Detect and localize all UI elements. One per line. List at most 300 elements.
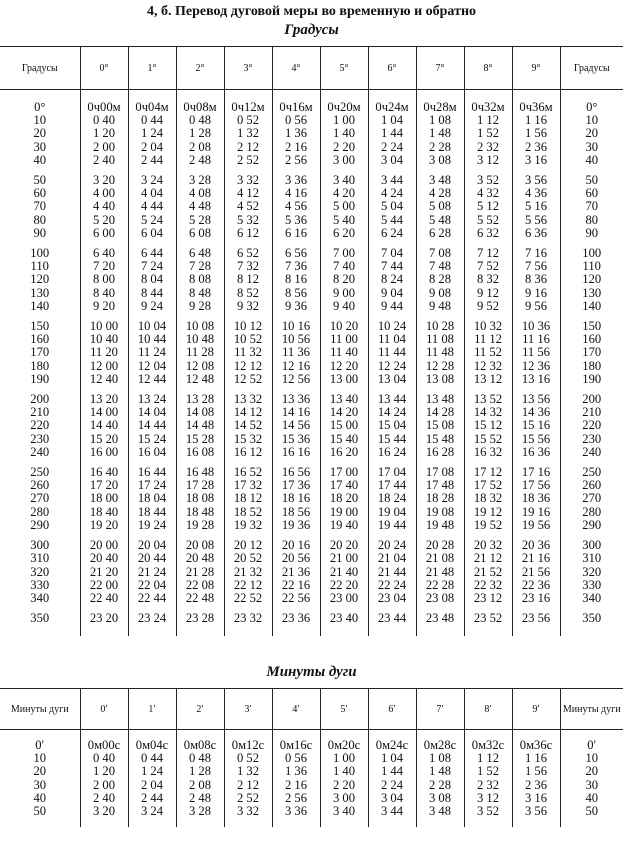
table-cell: 6 04 [128,227,176,240]
row-label-cell: 30 [560,779,623,792]
row-label-cell: 240 [560,446,623,459]
table-cell: 1 56 [512,765,560,778]
table-cell: 15 24 [128,433,176,446]
table-cell: 7 20 [80,260,128,273]
table-cell: 16 48 [176,466,224,479]
table-cell: 14 40 [80,419,128,432]
table-cell: 8 16 [272,273,320,286]
table-cell: 0 44 [128,752,176,765]
table-cell: 12 48 [176,373,224,386]
table-cell: 8 12 [224,273,272,286]
table-cell: 2 12 [224,779,272,792]
row-label-cell: 250 [560,466,623,479]
spacer-row [0,818,623,827]
table-cell: 3 00 [320,154,368,167]
table-cell: 8 48 [176,287,224,300]
row-label-cell: 300 [560,539,623,552]
table-cell: 1 28 [176,127,224,140]
table-cell: 0м20с [320,739,368,752]
table-row [0,519,623,532]
table-cell: 17 00 [320,466,368,479]
table-cell: 18 08 [176,492,224,505]
table-cell: 20 00 [80,539,128,552]
table-cell: 0 56 [272,752,320,765]
table-cell: 19 04 [368,506,416,519]
table-row [0,214,623,227]
row-label-cell: 30 [33,777,47,792]
row-label-cell: 20 [33,126,47,141]
table-cell: 10 20 [320,320,368,333]
row-label-cell: 130 [30,285,50,300]
table-cell: 1 20 [80,765,128,778]
table-cell: 15 04 [368,419,416,432]
table-cell: 5 36 [272,214,320,227]
table-cell: 4 20 [320,187,368,200]
table-row [0,141,623,154]
table-cell: 1 12 [464,752,512,765]
table-header-row [0,47,623,90]
table-cell: 10 52 [224,333,272,346]
table-cell: 10 24 [368,320,416,333]
table-cell: 13 48 [416,393,464,406]
table-cell: 18 36 [512,492,560,505]
table-cell: 12 56 [272,373,320,386]
column-header: 2° [176,47,224,90]
table-cell: 16 08 [176,446,224,459]
table-cell: 18 16 [272,492,320,505]
table-cell: 0 48 [176,752,224,765]
table-cell: 17 44 [368,479,416,492]
table-cell: 3 12 [464,792,512,805]
table-cell: 18 44 [128,506,176,519]
table-cell: 21 16 [512,552,560,565]
table-cell: 17 48 [416,479,464,492]
table-cell: 2 08 [176,779,224,792]
table-cell: 7 44 [368,260,416,273]
table-cell: 9 08 [416,287,464,300]
table-cell: 6 52 [224,247,272,260]
table-cell: 5 16 [512,200,560,213]
table-cell: 4 16 [272,187,320,200]
table-cell: 18 48 [176,506,224,519]
row-label-cell: 190 [30,371,50,386]
table-cell: 12 04 [128,360,176,373]
table-cell: 8 40 [80,287,128,300]
column-header: 8′ [464,689,512,730]
table-cell: 11 28 [176,346,224,359]
row-label-cell: 50 [560,174,623,187]
table-cell: 18 40 [80,506,128,519]
table-cell: 16 52 [224,466,272,479]
table-row [0,360,623,373]
table-cell: 7 12 [464,247,512,260]
table-cell: 9 40 [320,300,368,313]
table-cell: 5 40 [320,214,368,227]
table-cell: 13 08 [416,373,464,386]
table-cell: 15 12 [464,419,512,432]
row-label-cell: 270 [560,492,623,505]
table-cell: 0ч00м [80,101,128,114]
table-cell: 12 12 [224,360,272,373]
table-cell: 13 12 [464,373,512,386]
table-cell: 8 32 [464,273,512,286]
table-cell: 1 12 [464,114,512,127]
table-cell: 2 00 [80,779,128,792]
table-cell: 23 52 [464,612,512,625]
column-header: 9° [512,47,560,90]
table-cell: 17 52 [464,479,512,492]
table-cell: 12 20 [320,360,368,373]
column-header: 7° [416,47,464,90]
table-cell: 13 40 [320,393,368,406]
row-label-cell: 300 [30,538,50,553]
table-cell: 7 28 [176,260,224,273]
table-cell: 19 52 [464,519,512,532]
table-cell: 14 04 [128,406,176,419]
row-label-cell: 20 [33,764,47,779]
row-label-cell: 250 [30,465,50,480]
table-cell: 17 32 [224,479,272,492]
table-cell: 21 28 [176,566,224,579]
table-cell: 6 32 [464,227,512,240]
table-cell: 3 24 [128,174,176,187]
table-row [0,805,623,818]
row-label-cell: 40 [560,154,623,167]
degrees-table [0,46,623,636]
table-cell: 21 40 [320,566,368,579]
table-cell: 4 04 [128,187,176,200]
table-cell: 2 28 [416,779,464,792]
table-cell: 17 16 [512,466,560,479]
table-row [0,765,623,778]
table-cell: 13 28 [176,393,224,406]
table-cell: 9 56 [512,300,560,313]
table-cell: 2 00 [80,141,128,154]
table-row [0,227,623,240]
table-cell: 15 28 [176,433,224,446]
table-cell: 10 16 [272,320,320,333]
table-cell: 3 32 [224,805,272,818]
table-cell: 3 48 [416,174,464,187]
table-cell: 7 16 [512,247,560,260]
table-cell: 14 12 [224,406,272,419]
table-cell: 20 08 [176,539,224,552]
table-cell: 10 36 [512,320,560,333]
table-cell: 7 24 [128,260,176,273]
row-label-cell: 150 [30,319,50,334]
table-cell: 1 24 [128,765,176,778]
table-cell: 23 20 [80,612,128,625]
table-cell: 3 28 [176,805,224,818]
row-label-cell: 330 [560,579,623,592]
table-cell: 8 20 [320,273,368,286]
table-cell: 12 08 [176,360,224,373]
column-header: 8° [464,47,512,90]
table-cell: 19 40 [320,519,368,532]
table-cell: 10 56 [272,333,320,346]
table-cell: 2 04 [128,779,176,792]
row-label-cell: 90 [33,225,47,240]
table-cell: 23 12 [464,592,512,605]
table-cell: 9 00 [320,287,368,300]
row-label-cell: 220 [560,419,623,432]
table-cell: 11 52 [464,346,512,359]
table-cell: 14 16 [272,406,320,419]
table-row [0,492,623,505]
table-cell: 13 04 [368,373,416,386]
table-cell: 9 04 [368,287,416,300]
table-row [0,579,623,592]
table-cell: 17 24 [128,479,176,492]
row-label-cell: 10 [560,752,623,765]
table-cell: 1 16 [512,752,560,765]
table-cell: 4 00 [80,187,128,200]
table-row [0,373,623,386]
row-label-cell: 200 [30,392,50,407]
table-cell: 6 12 [224,227,272,240]
table-cell: 18 52 [224,506,272,519]
column-header: 1′ [128,689,176,730]
table-cell: 20 40 [80,552,128,565]
table-cell: 10 32 [464,320,512,333]
table-cell: 21 36 [272,566,320,579]
table-cell: 8 52 [224,287,272,300]
table-cell: 3 40 [320,174,368,187]
table-cell: 14 36 [512,406,560,419]
row-label-cell: 50 [560,805,623,818]
table-cell: 6 28 [416,227,464,240]
table-cell: 7 48 [416,260,464,273]
table-cell: 0ч16м [272,101,320,114]
table-cell: 16 04 [128,446,176,459]
table-cell: 2 32 [464,141,512,154]
table-row [0,127,623,140]
table-cell: 18 20 [320,492,368,505]
row-label-cell: 0′ [560,739,623,752]
row-label-cell: 60 [33,186,47,201]
table-cell: 2 52 [224,792,272,805]
table-cell: 12 00 [80,360,128,373]
table-cell: 1 44 [368,127,416,140]
table-cell: 19 48 [416,519,464,532]
table-cell: 12 36 [512,360,560,373]
table-cell: 5 48 [416,214,464,227]
table-cell: 1 00 [320,752,368,765]
table-cell: 7 04 [368,247,416,260]
row-label-cell: 160 [560,333,623,346]
table-cell: 4 24 [368,187,416,200]
table-cell: 0м24с [368,739,416,752]
table-cell: 0ч20м [320,101,368,114]
table-cell: 2 24 [368,141,416,154]
table-cell: 21 52 [464,566,512,579]
table-cell: 18 12 [224,492,272,505]
table-cell: 0 56 [272,114,320,127]
table-cell: 2 48 [176,154,224,167]
column-header: 5° [320,47,368,90]
table-cell: 10 28 [416,320,464,333]
table-cell: 8 28 [416,273,464,286]
table-cell: 20 32 [464,539,512,552]
column-header: 0° [80,47,128,90]
table-cell: 19 32 [224,519,272,532]
row-label-cell: 290 [560,519,623,532]
table-cell: 13 32 [224,393,272,406]
row-label-cell: 100 [560,247,623,260]
table-cell: 6 24 [368,227,416,240]
table-cell: 3 56 [512,805,560,818]
table-cell: 3 24 [128,805,176,818]
table-cell: 19 20 [80,519,128,532]
table-cell: 9 24 [128,300,176,313]
row-label-cell: 140 [560,300,623,313]
table-cell: 23 00 [320,592,368,605]
table-cell: 9 32 [224,300,272,313]
table-cell: 2 36 [512,141,560,154]
table-cell: 4 52 [224,200,272,213]
row-label-cell: 90 [560,227,623,240]
table-cell: 1 40 [320,127,368,140]
table-cell: 23 28 [176,612,224,625]
table-cell: 0м08с [176,739,224,752]
table-cell: 14 44 [128,419,176,432]
column-header: 5′ [320,689,368,730]
table-cell: 0ч12м [224,101,272,114]
table-cell: 13 24 [128,393,176,406]
table-cell: 5 56 [512,214,560,227]
table-cell: 18 56 [272,506,320,519]
table-cell: 1 52 [464,127,512,140]
table-cell: 11 32 [224,346,272,359]
table-cell: 15 08 [416,419,464,432]
table-cell: 3 12 [464,154,512,167]
table-cell: 4 08 [176,187,224,200]
table-cell: 20 44 [128,552,176,565]
table-cell: 22 32 [464,579,512,592]
column-header: Минуты дуги [560,689,623,730]
column-header: 4′ [272,689,320,730]
table-cell: 0ч04м [128,101,176,114]
table-cell: 0 52 [224,752,272,765]
table-cell: 14 24 [368,406,416,419]
row-label-cell: 160 [30,332,50,347]
table-cell: 17 56 [512,479,560,492]
table-cell: 3 16 [512,792,560,805]
table-cell: 16 12 [224,446,272,459]
table-cell: 14 00 [80,406,128,419]
table1-subtitle: Градусы [284,22,339,38]
table-cell: 21 56 [512,566,560,579]
table-cell: 22 00 [80,579,128,592]
table-cell: 17 28 [176,479,224,492]
row-label-cell: 0° [560,101,623,114]
table-cell: 5 00 [320,200,368,213]
table-cell: 2 44 [128,792,176,805]
row-label-cell: 0′ [35,738,45,752]
table-cell: 22 12 [224,579,272,592]
column-header: 3° [224,47,272,90]
table-cell: 6 16 [272,227,320,240]
table-cell: 1 48 [416,127,464,140]
table-cell: 7 00 [320,247,368,260]
table-cell: 15 40 [320,433,368,446]
table-cell: 11 20 [80,346,128,359]
row-label-cell: 40 [560,792,623,805]
row-label-cell: 320 [30,564,50,579]
table-cell: 2 40 [80,154,128,167]
table-cell: 3 16 [512,154,560,167]
table-cell: 21 08 [416,552,464,565]
table-cell: 3 28 [176,174,224,187]
row-label-cell: 70 [560,200,623,213]
table-cell: 2 04 [128,141,176,154]
row-label-cell: 310 [560,552,623,565]
table-cell: 9 52 [464,300,512,313]
table-header-row [0,689,623,730]
table-cell: 19 36 [272,519,320,532]
row-label-cell: 230 [30,431,50,446]
table-cell: 15 52 [464,433,512,446]
table-cell: 1 36 [272,127,320,140]
table-cell: 8 04 [128,273,176,286]
table-cell: 2 16 [272,779,320,792]
row-label-cell: 340 [560,592,623,605]
table-cell: 20 36 [512,539,560,552]
table-cell: 2 24 [368,779,416,792]
row-label-cell: 260 [560,479,623,492]
spacer-row [0,625,623,636]
row-label-cell: 150 [560,320,623,333]
table-cell: 6 36 [512,227,560,240]
table-cell: 21 00 [320,552,368,565]
table-cell: 9 48 [416,300,464,313]
table-cell: 17 40 [320,479,368,492]
table-cell: 8 08 [176,273,224,286]
table-cell: 8 36 [512,273,560,286]
row-label-cell: 320 [560,566,623,579]
table-cell: 0 40 [80,752,128,765]
table-cell: 5 52 [464,214,512,227]
row-label-cell: 210 [30,405,50,420]
table-cell: 21 20 [80,566,128,579]
table-cell: 11 48 [416,346,464,359]
table-cell: 19 56 [512,519,560,532]
table-cell: 16 36 [512,446,560,459]
table-cell: 23 04 [368,592,416,605]
table-cell: 10 48 [176,333,224,346]
table-cell: 23 08 [416,592,464,605]
table-cell: 1 04 [368,114,416,127]
table-cell: 9 16 [512,287,560,300]
table-cell: 2 32 [464,779,512,792]
table-cell: 2 48 [176,792,224,805]
table-cell: 0м00с [80,739,128,752]
table-cell: 1 28 [176,765,224,778]
table-row [0,506,623,519]
table-cell: 9 36 [272,300,320,313]
table-cell: 3 44 [368,174,416,187]
table-cell: 19 24 [128,519,176,532]
table-cell: 3 20 [80,805,128,818]
table-cell: 9 20 [80,300,128,313]
row-label-cell: 330 [30,577,50,592]
table-cell: 8 24 [368,273,416,286]
table-row [0,419,623,432]
table-row [0,592,623,605]
table-cell: 8 00 [80,273,128,286]
row-label-cell: 220 [30,418,50,433]
table-cell: 3 52 [464,805,512,818]
